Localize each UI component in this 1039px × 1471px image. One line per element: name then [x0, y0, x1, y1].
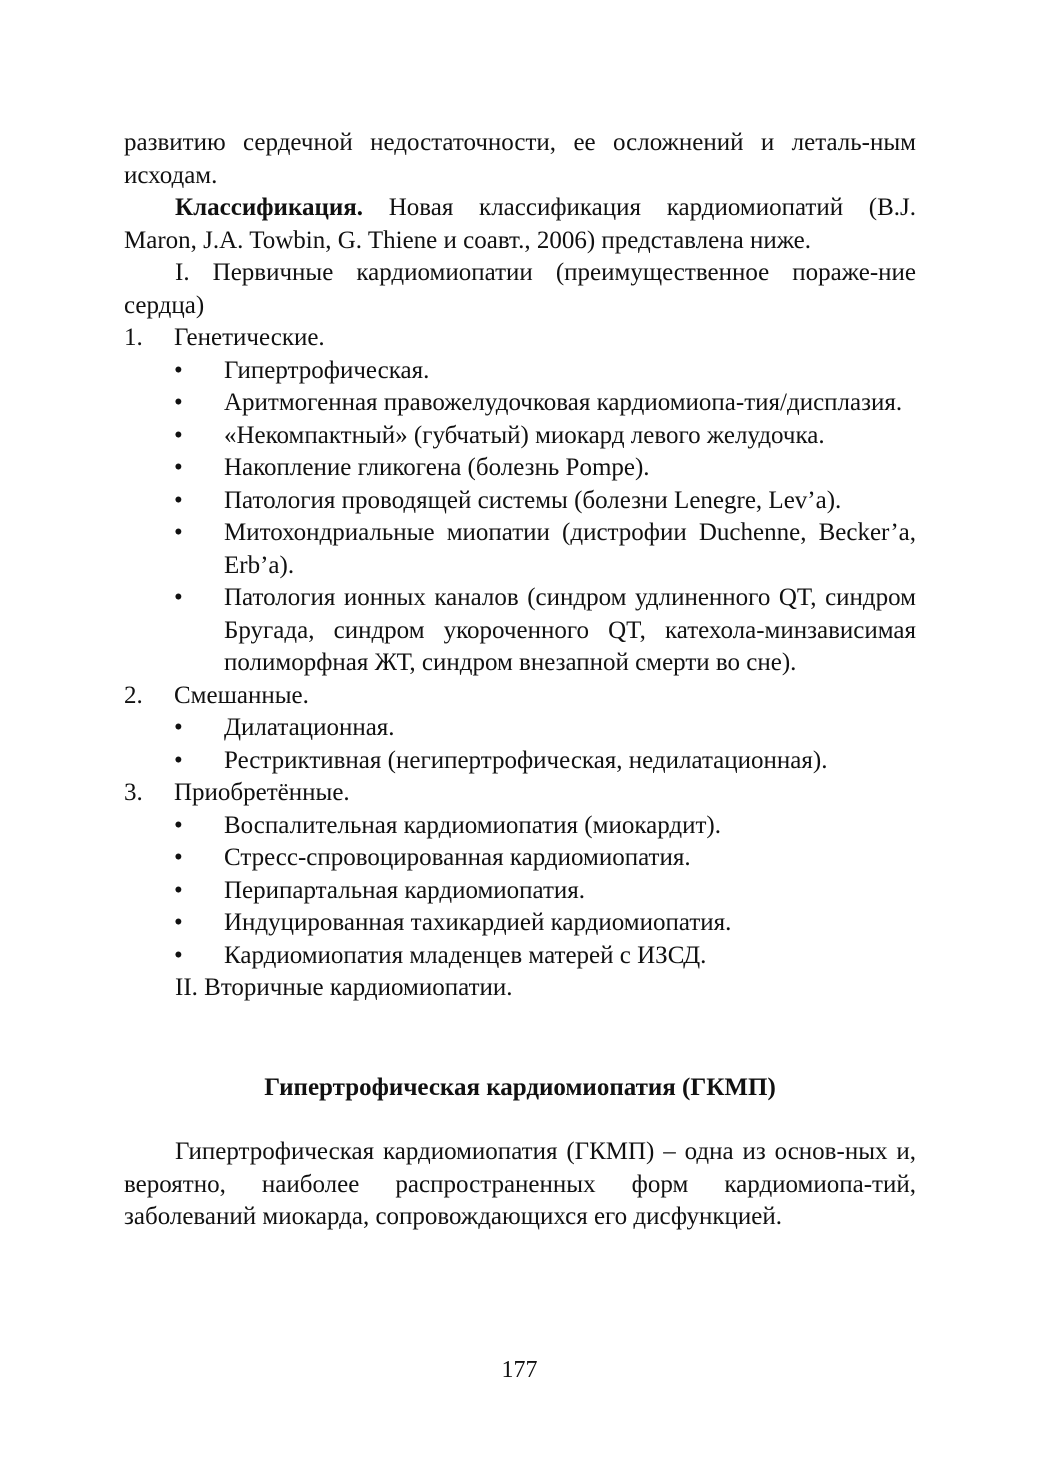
list-item-text: Перипартальная кардиомиопатия. [224, 876, 586, 904]
list-item [124, 810, 916, 843]
group-mixed [124, 680, 916, 778]
group-number: 1. [124, 324, 143, 351]
intro-tail-paragraph: развитию сердечной недостаточности, ее осложнений и леталь-ным исходам. [124, 129, 916, 189]
list-item-text: Стресс-спровоцированная кардиомиопатия. [224, 844, 691, 871]
list-item-text: Митохондриальные миопатии (дистрофии Duchenne, Becker’a, Erb’a). [224, 519, 916, 579]
bullet-icon: • [174, 811, 183, 839]
bullet-icon: • [174, 519, 183, 546]
section-title: Гипертрофическая кардиомиопатия (ГКМП) [264, 1073, 776, 1101]
list-item [124, 712, 916, 745]
list-item [124, 907, 916, 940]
bullet-icon: • [174, 714, 183, 741]
group-title [124, 680, 916, 713]
list-item [124, 940, 916, 973]
list-item [124, 452, 916, 485]
secondary-cardiomyopathies-heading: II. Вторичные кардиомиопатии. [175, 974, 513, 1001]
list-item-text: Дилатационная. [224, 714, 395, 741]
list-item-text: Патология ионных каналов (синдром удлиненного QT, синдром Бругада, синдром укороченного QT, катехола-минзависимая полиморфная ЖТ, синдром внезапной смерти во сне). [224, 584, 916, 676]
primary-cardiomyopathies-heading: I. Первичные кардиомиопатии (преимущественное пораже-ние сердца) [124, 259, 916, 319]
list-item-text: Кардиомиопатия младенцев матерей с ИЗСД. [224, 941, 707, 969]
group-number: 3. [124, 779, 143, 806]
group-acquired [124, 777, 916, 972]
list-item-text: Индуцированная тахикардией кардиомиопатия. [224, 909, 732, 936]
bullet-icon: • [174, 356, 183, 384]
list-item [124, 842, 916, 875]
bullet-icon: • [174, 941, 183, 969]
bullet-list [124, 355, 916, 680]
list-item [124, 517, 916, 582]
bullet-icon: • [174, 486, 183, 514]
list-item [124, 745, 916, 778]
group-title-text: Генетические. [174, 324, 325, 351]
bullet-icon: • [174, 746, 183, 774]
group-title [124, 322, 916, 355]
list-item-text: Рестриктивная (негипертрофическая, недилатационная). [224, 746, 828, 774]
classification-text: Новая классификация кардиомиопатий (B.J. Maron, J.A. Towbin, G. Thiene и соавт., 2006) представлена ниже. [124, 194, 916, 254]
group-title-text: Смешанные. [174, 681, 309, 709]
section-paragraph: Гипертрофическая кардиомиопатия (ГКМП) – одна из основ-ных и, вероятно, наиболее распространенных форм кардиомиопа-тий, заболеваний миокарда, сопровождающихся его дисфункцией. [124, 1138, 916, 1230]
group-title [124, 777, 916, 810]
list-item-text: Патология проводящей системы (болезни Lenegre, Lev’a). [224, 486, 842, 514]
list-item-text: «Некомпактный» (губчатый) миокард левого желудочка. [224, 421, 825, 449]
bullet-icon: • [174, 421, 183, 449]
bullet-icon: • [174, 844, 183, 871]
list-item [124, 875, 916, 908]
list-item [124, 582, 916, 680]
list-item-text: Гипертрофическая. [224, 356, 430, 384]
bullet-icon: • [174, 584, 183, 611]
page-body [124, 127, 916, 1234]
bullet-icon: • [174, 454, 183, 481]
list-item-text: Аритмогенная правожелудочковая кардиомиопа-тия/дисплазия. [224, 389, 903, 416]
group-genetic [124, 322, 916, 680]
bullet-list [124, 810, 916, 973]
list-item [124, 485, 916, 518]
group-number: 2. [124, 681, 143, 709]
classification-paragraph [124, 192, 916, 257]
list-item [124, 355, 916, 388]
list-item-text: Накопление гликогена (болезнь Pompe). [224, 454, 650, 481]
classification-lead: Классификация. [175, 194, 364, 221]
bullet-list [124, 712, 916, 777]
bullet-icon: • [174, 389, 183, 416]
group-title-text: Приобретённые. [174, 779, 350, 806]
page-number: 177 [501, 1357, 538, 1383]
list-item-text: Воспалительная кардиомиопатия (миокардит). [224, 811, 721, 839]
list-item [124, 387, 916, 420]
bullet-icon: • [174, 909, 183, 936]
list-item [124, 420, 916, 453]
bullet-icon: • [174, 876, 183, 904]
